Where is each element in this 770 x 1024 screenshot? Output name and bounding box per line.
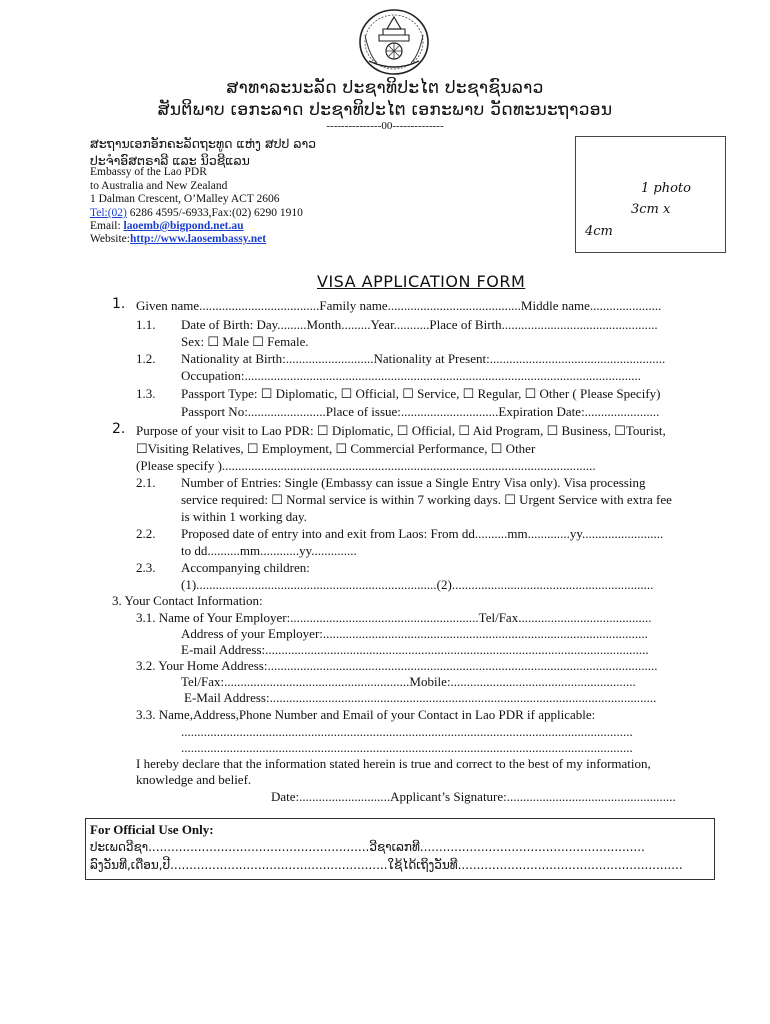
item-2-1-number: 2.1. bbox=[136, 475, 156, 490]
tel-link[interactable]: Tel:(02) bbox=[90, 207, 127, 219]
exit-date-line[interactable]: to dd..........mm............yy.............. bbox=[181, 543, 357, 558]
children-label: Accompanying children: bbox=[181, 560, 310, 575]
sex-line[interactable]: Sex: ☐ Male ☐ Female. bbox=[181, 334, 309, 349]
header-lao-line2: ສັນຕິພາບ ເອກະລາດ ປະຊາທິປະໄຕ ເອກະພາບ ວັດທະນະຖາວອນ bbox=[157, 100, 613, 120]
occupation-line[interactable]: Occupation:.......................................................................................................................... bbox=[181, 368, 642, 383]
website-link[interactable]: http://www.laosembassy.net bbox=[129, 233, 267, 245]
embassy-phone-rest: 6286 4595/-6933,Fax:(02) 6290 1910 bbox=[126, 207, 303, 219]
entry-date-line[interactable]: Proposed date of entry into and exit from Laos: From dd..........mm.............yy......................... bbox=[181, 526, 664, 541]
photo-line1: 1 photo bbox=[641, 181, 691, 196]
home-email-line[interactable]: E-Mail Address:....................................................................................................................... bbox=[184, 690, 657, 705]
item-1-1-number: 1.1. bbox=[136, 317, 156, 332]
nationality-line[interactable]: Nationality at Birth:...........................Nationality at Present:...................................................... bbox=[181, 351, 666, 366]
official-visa-type-row: ປະເພດວີຊາ..........................................................ວີຊາເລກທີ........................................................... bbox=[90, 840, 645, 854]
children-line[interactable]: (1)..........................................................................(2).............................................................. bbox=[181, 577, 654, 592]
passport-type-line[interactable]: Passport Type: ☐ Diplomatic, ☐ Official, ☐ Service, ☐ Regular, ☐ Other ( Please Specify) bbox=[181, 386, 661, 401]
header-lao-line1: ສາທາລະນະລັດ ປະຊາທິປະໄຕ ປະຊາຊົນລາວ bbox=[226, 78, 544, 98]
photo-line3: 4cm bbox=[585, 224, 613, 239]
item-2-2-number: 2.2. bbox=[136, 526, 156, 541]
lao-national-emblem bbox=[355, 5, 433, 77]
embassy-email bbox=[90, 220, 244, 234]
section-2-number: 2. bbox=[112, 421, 126, 437]
embassy-lao-line2: ປະຈຳອົສຕຣາລີ ແລະ ນິວຊີແລນ bbox=[90, 153, 250, 168]
lao-contact-line-1[interactable]: ........................................................................................................................................... bbox=[181, 724, 633, 739]
date-of-birth-line[interactable]: Date of Birth: Day.........Month.........Year...........Place of Birth................................................ bbox=[181, 317, 658, 332]
section-1-number: 1. bbox=[112, 296, 126, 312]
section-3-heading: 3. Your Contact Information: bbox=[112, 593, 263, 608]
given-name-line[interactable]: Given name.....................................Family name.........................................Middle name...................... bbox=[136, 298, 662, 313]
embassy-address: 1 Dalman Crescent, O’Malley ACT 2606 bbox=[90, 193, 280, 205]
lao-contact-line-2[interactable]: ........................................................................................................................................... bbox=[181, 740, 633, 755]
website-label: Website: bbox=[90, 233, 130, 245]
embassy-website bbox=[90, 233, 266, 247]
service-line-2: is within 1 working day. bbox=[181, 509, 307, 524]
purpose-line[interactable]: Purpose of your visit to Lao PDR: ☐ Diplomatic, ☐ Official, ☐ Aid Program, ☐ Business, ☐Tourist, bbox=[136, 423, 666, 438]
service-line[interactable]: service required: ☐ Normal service is within 7 working days. ☐ Urgent Service with extra fee bbox=[181, 492, 672, 507]
item-1-3-number: 1.3. bbox=[136, 386, 156, 401]
declaration-line-2: knowledge and belief. bbox=[136, 772, 252, 787]
official-date-row: ລົງວັນທີ,ເດືອນ,ປີ.........................................................ໃຊ້ໄດ້ເຖິງວັນທີ........................................................... bbox=[90, 858, 683, 872]
declaration-line-1: I hereby declare that the information stated herein is true and correct to the best of my information, bbox=[136, 756, 651, 771]
employer-email-line[interactable]: E-mail Address:...................................................................................................................... bbox=[181, 642, 649, 657]
lao-contact-label: 3.3. Name,Address,Phone Number and Email of your Contact in Lao PDR if applicable: bbox=[136, 707, 596, 722]
embassy-lao-line1: ສະຖານເອກອັກຄະລັດຖະທູດ ແຫ່ງ ສປປ ລາວ bbox=[90, 136, 317, 151]
item-1-2-number: 1.2. bbox=[136, 351, 156, 366]
email-label: Email: bbox=[90, 220, 124, 232]
embassy-phone bbox=[90, 207, 303, 221]
home-address-line[interactable]: 3.2. Your Home Address:........................................................................................................................ bbox=[136, 658, 658, 673]
purpose-specify-line[interactable]: (Please specify )................................................................................................................... bbox=[136, 458, 596, 473]
official-use-title: For Official Use Only: bbox=[90, 822, 214, 837]
item-2-3-number: 2.3. bbox=[136, 560, 156, 575]
form-title: VISA APPLICATION FORM bbox=[317, 272, 526, 291]
employer-address-line[interactable]: Address of your Employer:.................................................................................................... bbox=[181, 626, 648, 641]
passport-number-line[interactable]: Passport No:........................Place of issue:..............................Expiration Date:....................... bbox=[181, 404, 660, 419]
signature-line[interactable]: Date:............................Applicant’s Signature:.................................................... bbox=[271, 789, 676, 804]
email-link[interactable]: laoemb@bigpond.net.au bbox=[123, 220, 244, 232]
embassy-region: to Australia and New Zealand bbox=[90, 180, 228, 192]
purpose-line-2[interactable]: ☐Visiting Relatives, ☐ Employment, ☐ Commercial Performance, ☐ Other bbox=[136, 441, 536, 456]
entries-line: Number of Entries: Single (Embassy can issue a Single Entry Visa only). Visa processing bbox=[181, 475, 646, 490]
header-divider: ---------------00-------------- bbox=[326, 120, 444, 132]
embassy-name: Embassy of the Lao PDR bbox=[90, 166, 207, 178]
employer-line[interactable]: 3.1. Name of Your Employer:..........................................................Tel/Fax......................................... bbox=[136, 610, 652, 625]
photo-line2: 3cm x bbox=[631, 202, 671, 217]
home-phone-line[interactable]: Tel/Fax:.........................................................Mobile:......................................................... bbox=[181, 674, 636, 689]
